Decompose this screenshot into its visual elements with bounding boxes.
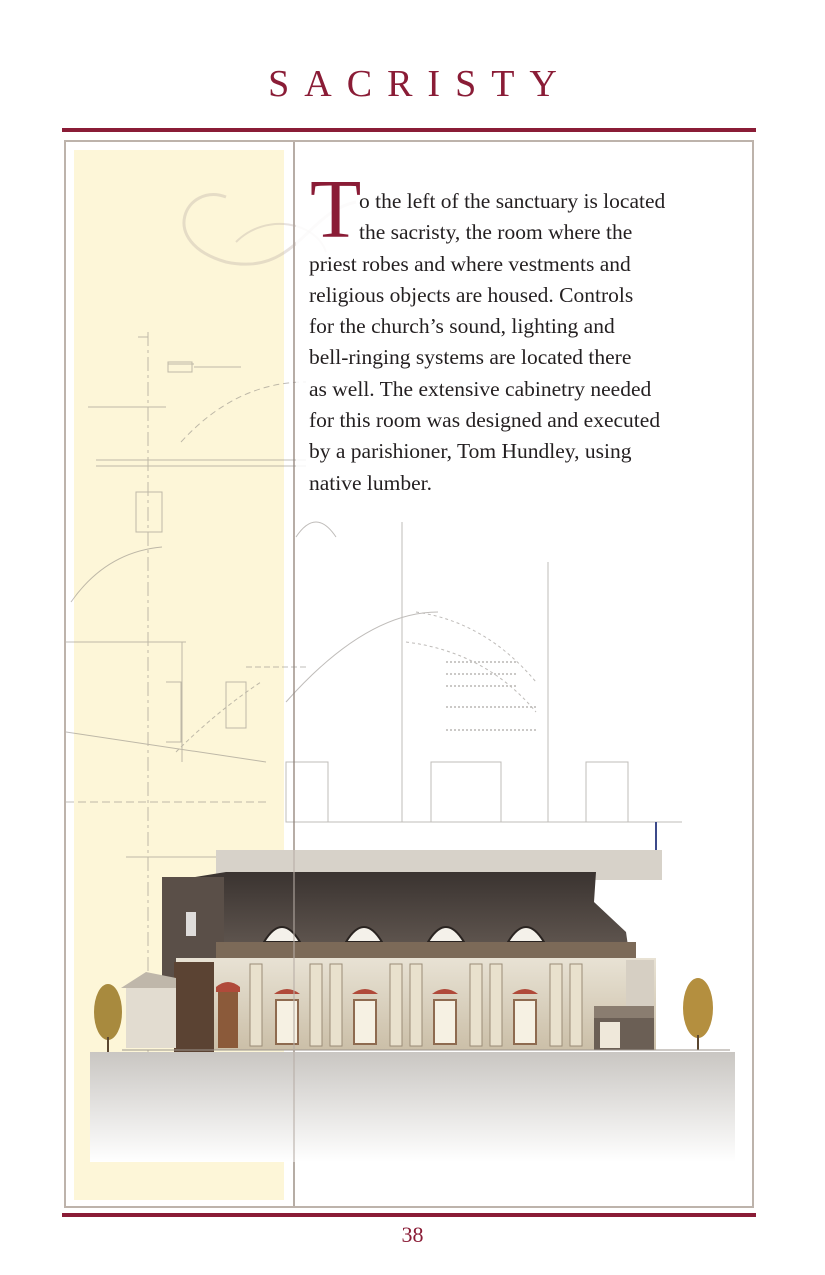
article-line: for this room was designed and executed	[309, 408, 661, 433]
drop-cap: T	[310, 163, 362, 256]
bottom-rule	[62, 1213, 756, 1217]
article-line: priest robes and where vestments and	[309, 251, 631, 276]
article-line: for the church’s sound, lighting and	[309, 314, 615, 339]
article-line: by a parishioner, Tom Hundley, using	[309, 439, 632, 464]
article-line: native lumber.	[309, 470, 432, 495]
article-body	[309, 186, 709, 499]
top-rule	[62, 128, 756, 132]
tree	[683, 978, 713, 1050]
article-line: bell-ringing systems are located there	[309, 345, 632, 370]
article-line: as well. The extensive cabinetry needed	[309, 376, 652, 401]
ground	[90, 1052, 735, 1162]
article-line: o the left of the sanctuary is located	[359, 189, 666, 213]
article-line: religious objects are housed. Controls	[309, 282, 634, 307]
article-line: the sacristy, the room where the	[359, 220, 633, 245]
page-number: 38	[401, 1222, 424, 1247]
page-title: SACRISTY	[268, 63, 572, 105]
